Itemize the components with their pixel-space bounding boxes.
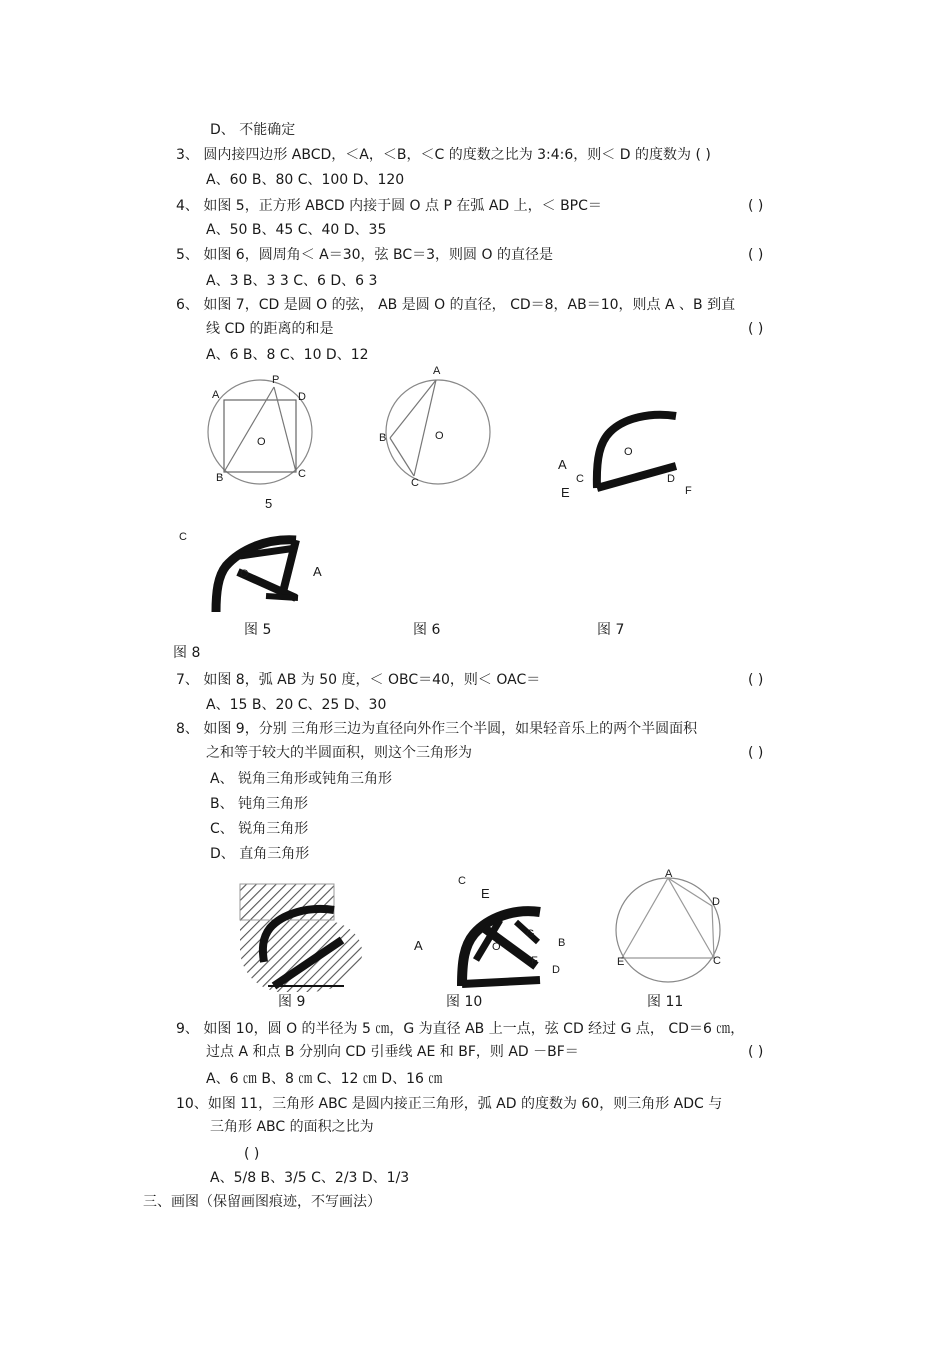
q4-answer-blank: ( ) [748,198,764,214]
question-5: 5、 如图 6，圆周角＜ A＝30，弦 BC＝3，则圆 O 的直径是 [176,247,553,263]
q6-options: A、6 B、8 C、10 D、12 [206,347,369,363]
question-9: 9、 如图 10，圆 O 的半径为 5 ㎝，G 为直径 AB 上一点，弦 CD 经过 G 点， CD＝6 ㎝， [176,1021,745,1037]
fig10-label-d: D [552,964,560,976]
fig10-label-o: O [492,941,501,953]
figure-11-caption: 图 11 [647,994,684,1010]
q8-option-a: A、 锐角三角形或钝角三角形 [210,771,393,787]
q3-options: A、60 B、80 C、100 D、120 [206,172,405,188]
fig11-label-d: D [712,896,720,908]
fig11-label-e: E [617,956,625,968]
q9-options: A、6 ㎝ B、8 ㎝ C、12 ㎝ D、16 ㎝ [206,1071,443,1087]
question-6-cont: 线 CD 的距离的和是 [206,321,334,337]
q8-answer-blank: ( ) [748,745,764,761]
fig6-label-a: A [433,365,441,377]
fig7-label-e: E [561,485,570,500]
fig5-label-d: D [298,391,306,403]
fig8-label-o: O [240,568,249,580]
question-10-cont: 三角形 ABC 的面积之比为 [210,1119,374,1135]
figure-8-diagram [210,536,302,614]
question-6: 6、 如图 7，CD 是圆 O 的弦， AB 是圆 O 的直径， CD＝8，AB＝10，则点 A 、B 到直 [176,297,736,313]
question-4: 4、 如图 5，正方形 ABCD 内接于圆 O 点 P 在弧 AD 上，＜ BPC＝ [176,198,602,214]
fig10-label-f: F [531,955,538,967]
fig5-label-p: P [272,374,280,386]
fig7-label-o: O [624,446,633,458]
question-10: 10、如图 11，三角形 ABC 是圆内接正三角形，弧 AD 的度数为 60，则三角形 ADC 与 [176,1096,723,1112]
question-9-cont: 过点 A 和点 B 分别向 CD 引垂线 AE 和 BF，则 AD －BF＝ [206,1044,579,1060]
figure-10-caption: 图 10 [446,994,483,1010]
q9-answer-blank: ( ) [748,1044,764,1060]
fig8-label-a: A [313,564,322,579]
q2-option-d: D、 不能确定 [210,122,296,138]
figure-9-diagram [238,882,366,994]
fig7-label-f: F [685,485,692,497]
figure-8-caption: 图 8 [173,645,201,661]
fig7-label-c: C [576,473,584,485]
question-7: 7、 如图 8，弧 AB 为 50 度，＜ OBC＝40，则＜ OAC＝ [176,672,541,688]
figure-10-diagram [456,902,546,990]
q8-option-d: D、 直角三角形 [210,846,310,862]
fig7-label-a: A [558,457,567,472]
q8-option-c: C、 锐角三角形 [210,821,309,837]
section-3-heading: 三、画图（保留画图痕迹，不写画法） [143,1194,381,1210]
question-3: 3、 圆内接四边形 ABCD，＜A，＜B，＜C 的度数之比为 3:4:6，则＜ D 的度数为 ( ) [176,147,711,163]
fig11-label-a: A [665,868,673,880]
fig6-label-o: O [435,430,444,442]
q7-answer-blank: ( ) [748,672,764,688]
fig10-label-b: B [558,937,566,949]
fig8-label-c: C [179,531,187,543]
fig10-label-a: A [414,938,423,953]
q6-answer-blank: ( ) [748,321,764,337]
fig5-label-c: C [298,468,306,480]
figure-11-diagram [610,870,726,986]
fig10-label-g: G [526,928,535,940]
figure-7-caption: 图 7 [597,622,625,638]
q10-options: A、5/8 B、3/5 C、2/3 D、1/3 [210,1170,410,1186]
fig6-label-b: B [379,432,387,444]
question-8: 8、 如图 9，分别 三角形三边为直径向外作三个半圆，如果轻音乐上的两个半圆面积 [176,721,698,737]
q4-options: A、50 B、45 C、40 D、35 [206,222,387,238]
fig7-label-d: D [667,473,675,485]
fig5-label-b: B [216,472,224,484]
question-8-cont: 之和等于较大的半圆面积，则这个三角形为 [206,745,472,761]
fig11-label-c: C [713,955,721,967]
figure-5-caption: 图 5 [244,622,272,638]
fig6-label-c: C [411,477,419,489]
q7-options: A、15 B、20 C、25 D、30 [206,697,387,713]
q8-option-b: B、 钝角三角形 [210,796,309,812]
q5-options: A、3 B、3 3 C、6 D、6 3 [206,273,378,289]
fig10-label-c: C [458,875,466,887]
fig10-label-e: E [481,886,490,901]
q10-answer-blank: ( ) [244,1146,260,1162]
figure-9-caption: 图 9 [278,994,306,1010]
figure-6-caption: 图 6 [413,622,441,638]
q5-answer-blank: ( ) [748,247,764,263]
fig5-number: 5 [265,496,273,511]
fig5-label-a: A [212,389,220,401]
fig5-label-o: O [257,436,266,448]
